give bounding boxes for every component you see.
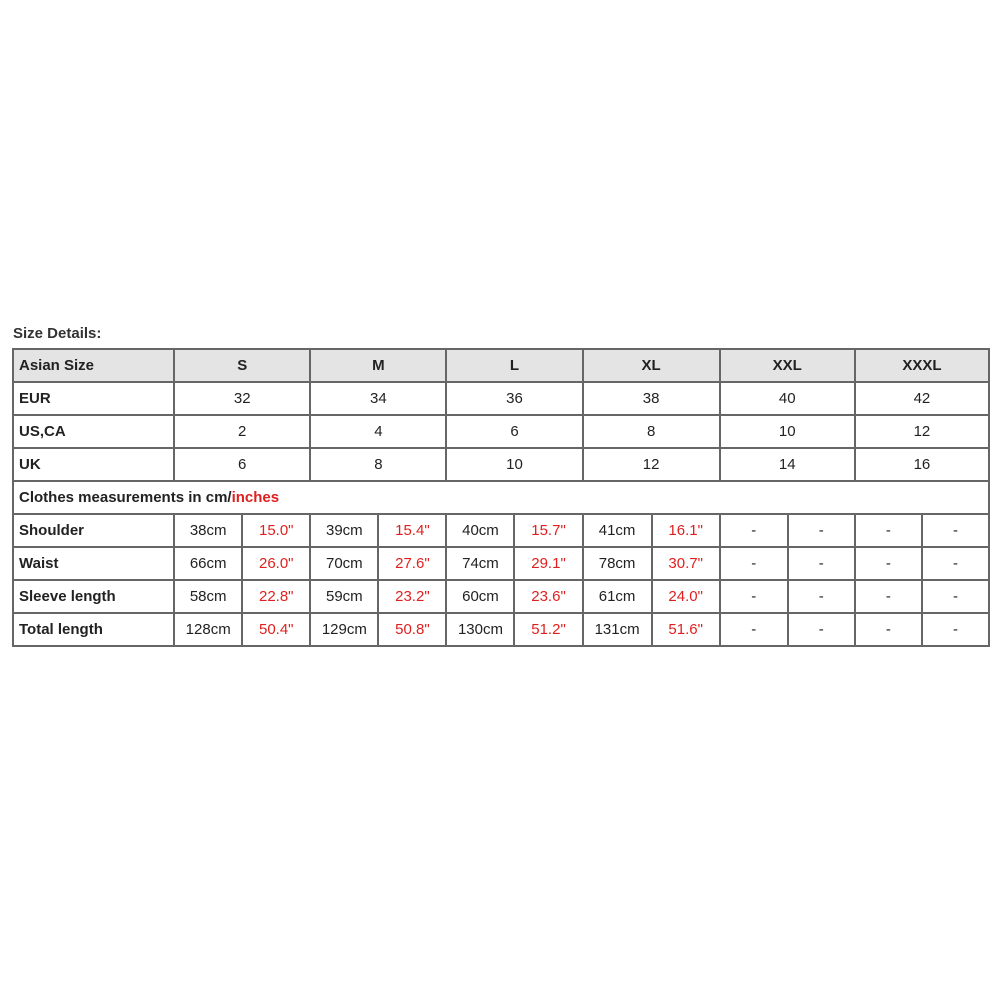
row-label: US,CA — [13, 415, 174, 448]
row-label: Shoulder — [13, 514, 174, 547]
table-cell: 39cm — [310, 514, 378, 547]
table-cell: 78cm — [583, 547, 652, 580]
table-cell: - — [720, 613, 788, 646]
table-cell: 40 — [720, 382, 855, 415]
header-row — [13, 349, 989, 382]
table-cell: - — [788, 613, 855, 646]
table-cell: - — [922, 613, 989, 646]
table-cell: 27.6" — [378, 547, 446, 580]
table-row — [13, 580, 989, 613]
table-cell: 58cm — [174, 580, 242, 613]
table-cell: 36 — [446, 382, 582, 415]
row-label: Total length — [13, 613, 174, 646]
measurements-heading-unit: inches — [231, 489, 280, 506]
table-cell: 41cm — [583, 514, 652, 547]
table-cell: 30.7" — [652, 547, 720, 580]
row-label: Waist — [13, 547, 174, 580]
table-cell: - — [855, 514, 922, 547]
size-header-xl: XL — [583, 349, 720, 382]
table-cell: 38cm — [174, 514, 242, 547]
table-cell: 8 — [310, 448, 446, 481]
table-row — [13, 547, 989, 580]
table-cell: 130cm — [446, 613, 514, 646]
table-cell: 51.2" — [514, 613, 582, 646]
size-header-m: M — [310, 349, 446, 382]
table-cell: 15.7" — [514, 514, 582, 547]
section-heading-row — [13, 481, 989, 514]
table-cell: 61cm — [583, 580, 652, 613]
table-cell: 23.6" — [514, 580, 582, 613]
table-cell: - — [922, 547, 989, 580]
table-cell: 14 — [720, 448, 855, 481]
table-cell: 50.4" — [242, 613, 310, 646]
table-cell: - — [855, 613, 922, 646]
table-cell: - — [922, 514, 989, 547]
table-cell: 12 — [855, 415, 989, 448]
table-cell: 129cm — [310, 613, 378, 646]
table-cell: 131cm — [583, 613, 652, 646]
table-row — [13, 382, 989, 415]
table-cell: 50.8" — [378, 613, 446, 646]
table-cell: 66cm — [174, 547, 242, 580]
table-cell: 6 — [446, 415, 582, 448]
table-cell: - — [720, 547, 788, 580]
table-cell: - — [720, 580, 788, 613]
table-cell: - — [720, 514, 788, 547]
row-label: Sleeve length — [13, 580, 174, 613]
table-cell: 34 — [310, 382, 446, 415]
table-cell: 74cm — [446, 547, 514, 580]
table-cell: - — [855, 547, 922, 580]
table-cell: 8 — [583, 415, 720, 448]
size-table — [12, 348, 990, 647]
table-row — [13, 415, 989, 448]
table-cell: 26.0" — [242, 547, 310, 580]
table-cell: 10 — [446, 448, 582, 481]
page-title: Size Details: — [13, 325, 102, 342]
table-cell: 29.1" — [514, 547, 582, 580]
table-cell: - — [922, 580, 989, 613]
header-label: Asian Size — [13, 349, 174, 382]
table-cell: 10 — [720, 415, 855, 448]
table-cell: 4 — [310, 415, 446, 448]
table-cell: 38 — [583, 382, 720, 415]
table-cell: 60cm — [446, 580, 514, 613]
size-header-xxxl: XXXL — [855, 349, 989, 382]
table-row — [13, 514, 989, 547]
row-label: UK — [13, 448, 174, 481]
table-cell: - — [788, 547, 855, 580]
table-cell: 59cm — [310, 580, 378, 613]
measurements-heading — [13, 481, 989, 514]
table-cell: 15.4" — [378, 514, 446, 547]
table-cell: 22.8" — [242, 580, 310, 613]
table-cell: 2 — [174, 415, 310, 448]
table-cell: 51.6" — [652, 613, 720, 646]
size-header-l: L — [446, 349, 582, 382]
table-cell: 70cm — [310, 547, 378, 580]
table-cell: 42 — [855, 382, 989, 415]
table-cell: 128cm — [174, 613, 242, 646]
table-cell: - — [788, 514, 855, 547]
size-header-xxl: XXL — [720, 349, 855, 382]
table-cell: 23.2" — [378, 580, 446, 613]
table-cell: 16 — [855, 448, 989, 481]
size-header-s: S — [174, 349, 310, 382]
table-cell: 40cm — [446, 514, 514, 547]
table-cell: - — [855, 580, 922, 613]
table-row — [13, 613, 989, 646]
table-cell: 24.0" — [652, 580, 720, 613]
row-label: EUR — [13, 382, 174, 415]
table-cell: 15.0" — [242, 514, 310, 547]
table-cell: 6 — [174, 448, 310, 481]
measurements-heading-prefix: Clothes measurements in cm/ — [19, 489, 232, 506]
table-cell: 12 — [583, 448, 720, 481]
table-cell: - — [788, 580, 855, 613]
table-cell: 16.1" — [652, 514, 720, 547]
table-cell: 32 — [174, 382, 310, 415]
table-row — [13, 448, 989, 481]
